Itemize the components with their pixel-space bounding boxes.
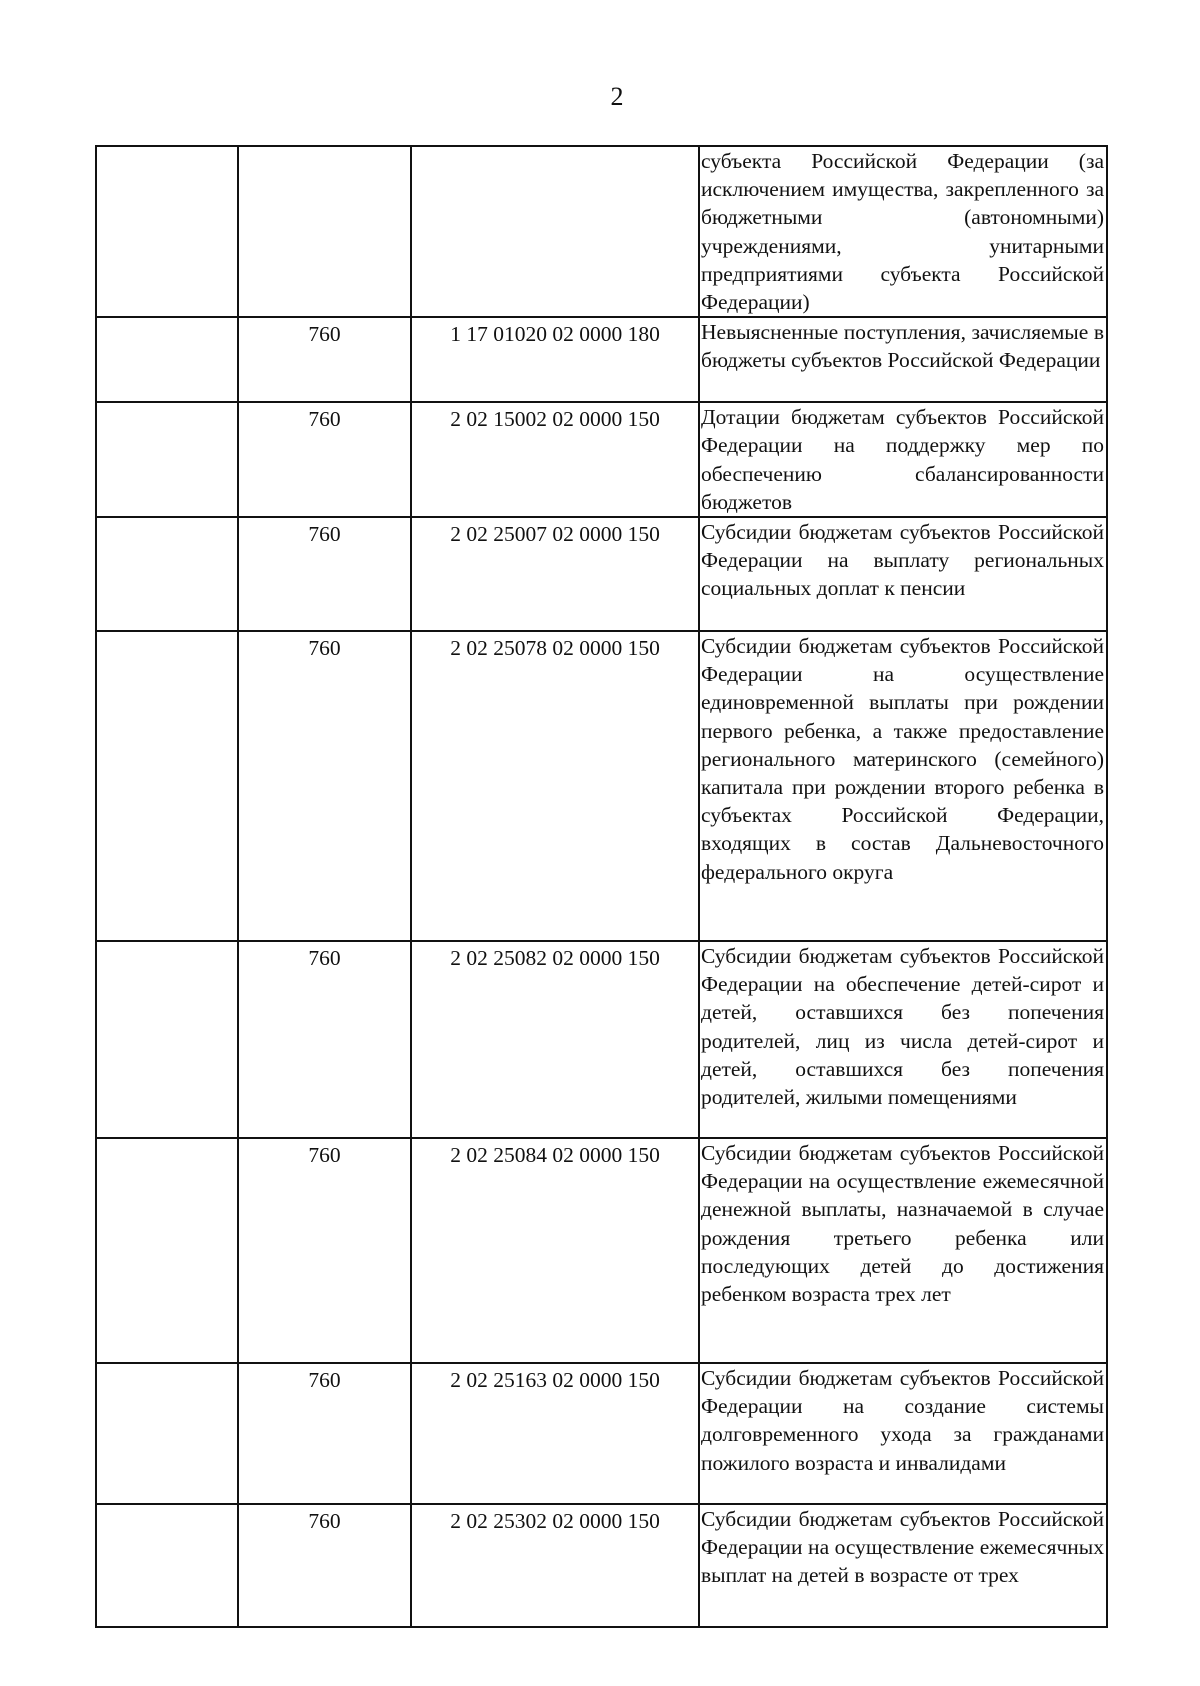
- description-cell: [699, 941, 1107, 1138]
- income-code-cell: 1 17 01020 02 0000 180: [411, 317, 699, 402]
- empty-cell: [96, 631, 238, 941]
- income-code-cell: 2 02 25078 02 0000 150: [411, 631, 699, 941]
- income-code-cell: 2 02 15002 02 0000 150: [411, 402, 699, 517]
- empty-cell: [96, 517, 238, 631]
- page-number: 2: [610, 82, 624, 111]
- description-cell: [699, 402, 1107, 517]
- description-text: Субсидии бюджетам субъектов Российской Федерации на осуществление ежемесячных выплат на детей в возрасте от трех: [701, 1507, 1104, 1588]
- empty-cell: [96, 941, 238, 1138]
- description-cell: [699, 317, 1107, 402]
- description-text: Невыясненные поступления, зачисляемые в бюджеты субъектов Российской Федерации: [701, 320, 1104, 373]
- table-row: [96, 631, 1107, 941]
- description-cell: [699, 631, 1107, 941]
- description-text: Субсидии бюджетам субъектов Российской Федерации на осуществление ежемесячной денежной выплаты, назначаемой в случае рождения третьего ребенка или последующих детей до достижения ребенком возраста трех лет: [701, 1141, 1104, 1307]
- income-code-cell: [411, 146, 699, 317]
- description-text: Субсидии бюджетам субъектов Российской Федерации на осуществление единовременной выплаты при рождении первого ребенка, а также предоставление регионального материнского (семейного) капитала при рождении второго ребенка в субъектах Российской Федерации, входящих в состав Дальневосточного федерального округа: [701, 634, 1104, 884]
- admin-code-cell: [238, 146, 411, 317]
- income-code-cell: 2 02 25084 02 0000 150: [411, 1138, 699, 1363]
- admin-code-cell: 760: [238, 1138, 411, 1363]
- admin-code-cell: 760: [238, 1504, 411, 1627]
- description-cell: [699, 1363, 1107, 1504]
- admin-code-cell: 760: [238, 517, 411, 631]
- admin-code-cell: 760: [238, 941, 411, 1138]
- description-cell: [699, 1504, 1107, 1627]
- description-cell: [699, 1138, 1107, 1363]
- admin-code-cell: 760: [238, 1363, 411, 1504]
- table-row: [96, 1363, 1107, 1504]
- table-row: [96, 1138, 1107, 1363]
- empty-cell: [96, 317, 238, 402]
- empty-cell: [96, 1504, 238, 1627]
- description-text: Субсидии бюджетам субъектов Российской Федерации на выплату региональных социальных доплат к пенсии: [701, 520, 1104, 601]
- description-text: субъекта Российской Федерации (за исключением имущества, закрепленного за бюджетными (автономными) учреждениями, унитарными предприятиями субъекта Российской Федерации): [701, 149, 1104, 315]
- income-code-cell: 2 02 25163 02 0000 150: [411, 1363, 699, 1504]
- description-text: Дотации бюджетам субъектов Российской Федерации на поддержку мер по обеспечению сбалансированности бюджетов: [701, 405, 1104, 514]
- table-row: [96, 146, 1107, 317]
- income-code-cell: 2 02 25007 02 0000 150: [411, 517, 699, 631]
- table-row: [96, 317, 1107, 402]
- income-code-cell: 2 02 25302 02 0000 150: [411, 1504, 699, 1627]
- table-row: [96, 517, 1107, 631]
- table-row: [96, 941, 1107, 1138]
- empty-cell: [96, 402, 238, 517]
- description-cell: [699, 146, 1107, 317]
- description-cell: [699, 517, 1107, 631]
- admin-code-cell: 760: [238, 631, 411, 941]
- empty-cell: [96, 1363, 238, 1504]
- budget-income-table: [95, 145, 1108, 1628]
- table-row: [96, 1504, 1107, 1627]
- admin-code-cell: 760: [238, 402, 411, 517]
- table-row: [96, 402, 1107, 517]
- income-code-cell: 2 02 25082 02 0000 150: [411, 941, 699, 1138]
- empty-cell: [96, 1138, 238, 1363]
- admin-code-cell: 760: [238, 317, 411, 402]
- empty-cell: [96, 146, 238, 317]
- description-text: Субсидии бюджетам субъектов Российской Федерации на обеспечение детей-сирот и детей, оставшихся без попечения родителей, лиц из числа детей-сирот и детей, оставшихся без попечения родителей, жилыми помещениями: [701, 944, 1104, 1110]
- description-text: Субсидии бюджетам субъектов Российской Федерации на создание системы долговременного ухода за гражданами пожилого возраста и инвалидами: [701, 1366, 1104, 1475]
